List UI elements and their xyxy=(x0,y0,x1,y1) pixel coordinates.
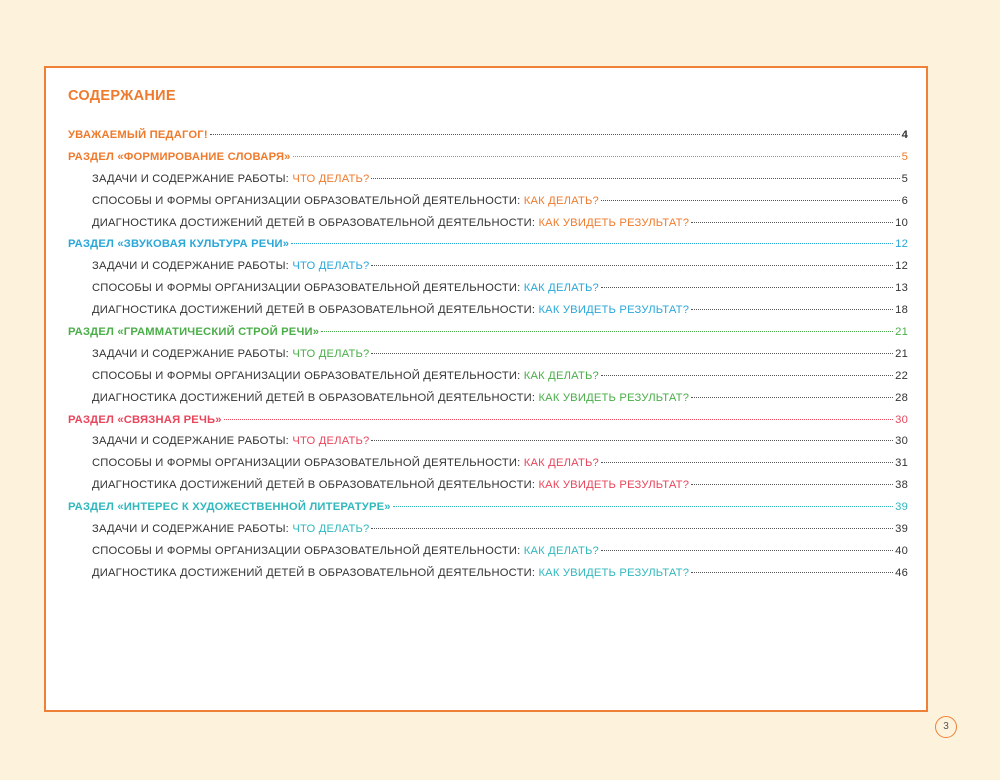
leader-dots xyxy=(691,483,893,485)
entry-text: СПОСОБЫ И ФОРМЫ ОРГАНИЗАЦИИ ОБРАЗОВАТЕЛЬНОЙ ДЕЯТЕЛЬНОСТИ: xyxy=(92,282,521,295)
toc-entry-label: УВАЖАЕМЫЙ ПЕДАГОГ! xyxy=(68,129,208,141)
entry-accent: КАК УВИДЕТЬ РЕЗУЛЬТАТ? xyxy=(538,216,690,229)
toc-page-number: 5 xyxy=(901,172,908,185)
leader-dots xyxy=(371,527,893,529)
leader-dots xyxy=(291,242,893,244)
leader-dots xyxy=(371,352,893,354)
toc-page-number: 21 xyxy=(895,326,908,339)
leader-dots xyxy=(601,374,893,376)
entry-text: ДИАГНОСТИКА ДОСТИЖЕНИЙ ДЕТЕЙ В ОБРАЗОВАТЕЛЬНОЙ ДЕЯТЕЛЬНОСТИ: xyxy=(92,216,536,229)
entry-accent: КАК ДЕЛАТЬ? xyxy=(523,544,599,557)
toc-page-number: 39 xyxy=(895,501,908,514)
leader-dots xyxy=(371,439,893,441)
toc-page-number: 30 xyxy=(895,435,908,448)
entry-text: СПОСОБЫ И ФОРМЫ ОРГАНИЗАЦИИ ОБРАЗОВАТЕЛЬНОЙ ДЕЯТЕЛЬНОСТИ: xyxy=(92,544,521,557)
entry-text: ЗАДАЧИ И СОДЕРЖАНИЕ РАБОТЫ: xyxy=(92,347,289,360)
entry-accent: ЧТО ДЕЛАТЬ? xyxy=(292,172,370,185)
entry-accent: КАК УВИДЕТЬ РЕЗУЛЬТАТ? xyxy=(538,304,690,317)
leader-dots xyxy=(691,221,893,223)
toc-section-heading[interactable] xyxy=(68,151,908,173)
toc-entry-label xyxy=(92,195,599,207)
toc-entry-label xyxy=(92,392,689,404)
toc-page-number: 38 xyxy=(895,479,908,492)
entry-text: ДИАГНОСТИКА ДОСТИЖЕНИЙ ДЕТЕЙ В ОБРАЗОВАТЕЛЬНОЙ ДЕЯТЕЛЬНОСТИ: xyxy=(92,304,536,317)
toc-page-number: 12 xyxy=(895,238,908,251)
toc-page-number: 10 xyxy=(895,216,908,229)
entry-accent: КАК ДЕЛАТЬ? xyxy=(523,282,599,295)
toc-page-number: 6 xyxy=(901,194,908,207)
section-title: РАЗДЕЛ «СВЯЗНАЯ РЕЧЬ» xyxy=(68,413,222,426)
toc-page-number: 46 xyxy=(895,566,908,579)
leader-dots xyxy=(691,571,893,573)
toc-entry-label xyxy=(92,304,689,316)
leader-dots xyxy=(601,199,900,201)
entry-text: ЗАДАЧИ И СОДЕРЖАНИЕ РАБОТЫ: xyxy=(92,523,289,536)
toc-entry-label xyxy=(92,173,369,185)
entry-text: ЗАДАЧИ И СОДЕРЖАНИЕ РАБОТЫ: xyxy=(92,172,289,185)
toc-section-heading[interactable] xyxy=(68,238,908,260)
toc-entry[interactable] xyxy=(68,348,908,370)
entry-text: СПОСОБЫ И ФОРМЫ ОРГАНИЗАЦИИ ОБРАЗОВАТЕЛЬНОЙ ДЕЯТЕЛЬНОСТИ: xyxy=(92,369,521,382)
toc-page-number: 12 xyxy=(895,260,908,273)
toc-entry-label xyxy=(92,545,599,557)
leader-dots xyxy=(601,461,893,463)
entry-text: ЗАДАЧИ И СОДЕРЖАНИЕ РАБОТЫ: xyxy=(92,435,289,448)
toc-entry[interactable] xyxy=(68,173,908,195)
toc-entry-label xyxy=(92,457,599,469)
leader-dots xyxy=(691,396,893,398)
entry-accent: КАК ДЕЛАТЬ? xyxy=(523,457,599,470)
leader-dots xyxy=(691,308,893,310)
toc-entry[interactable] xyxy=(68,304,908,326)
entry-accent: КАК УВИДЕТЬ РЕЗУЛЬТАТ? xyxy=(538,391,690,404)
toc-page-number: 13 xyxy=(895,282,908,295)
toc-entry[interactable] xyxy=(68,523,908,545)
entry-text: ДИАГНОСТИКА ДОСТИЖЕНИЙ ДЕТЕЙ В ОБРАЗОВАТЕЛЬНОЙ ДЕЯТЕЛЬНОСТИ: xyxy=(92,479,536,492)
page-title: СОДЕРЖАНИЕ xyxy=(68,88,176,104)
entry-accent: ЧТО ДЕЛАТЬ? xyxy=(292,523,370,536)
section-title: РАЗДЕЛ «ФОРМИРОВАНИЕ СЛОВАРЯ» xyxy=(68,150,291,163)
leader-dots xyxy=(601,286,893,288)
toc-entry[interactable] xyxy=(68,545,908,567)
toc-page-number: 31 xyxy=(895,457,908,470)
entry-text: ДИАГНОСТИКА ДОСТИЖЕНИЙ ДЕТЕЙ В ОБРАЗОВАТЕЛЬНОЙ ДЕЯТЕЛЬНОСТИ: xyxy=(92,566,536,579)
entry-accent: КАК ДЕЛАТЬ? xyxy=(523,194,599,207)
toc-entry-label xyxy=(92,523,369,535)
toc-entry[interactable] xyxy=(68,370,908,392)
toc-page-number: 18 xyxy=(895,304,908,317)
entry-accent: КАК УВИДЕТЬ РЕЗУЛЬТАТ? xyxy=(538,479,690,492)
section-title: РАЗДЕЛ «ИНТЕРЕС К ХУДОЖЕСТВЕННОЙ ЛИТЕРАТУРЕ» xyxy=(68,501,391,514)
leader-dots xyxy=(601,549,893,551)
toc-entry-label xyxy=(92,479,689,491)
toc-entry-label xyxy=(92,348,369,360)
toc-page-number: 39 xyxy=(895,523,908,536)
toc-entry-intro[interactable] xyxy=(68,129,908,151)
toc-page-number: 28 xyxy=(895,391,908,404)
toc-entry[interactable] xyxy=(68,195,908,217)
section-title: РАЗДЕЛ «ЗВУКОВАЯ КУЛЬТУРА РЕЧИ» xyxy=(68,238,290,251)
leader-dots xyxy=(393,505,893,507)
entry-text: СПОСОБЫ И ФОРМЫ ОРГАНИЗАЦИИ ОБРАЗОВАТЕЛЬНОЙ ДЕЯТЕЛЬНОСТИ: xyxy=(92,457,521,470)
section-title: РАЗДЕЛ «ГРАММАТИЧЕСКИЙ СТРОЙ РЕЧИ» xyxy=(68,326,320,339)
entry-accent: КАК УВИДЕТЬ РЕЗУЛЬТАТ? xyxy=(538,566,690,579)
toc-entry-label xyxy=(92,217,689,229)
toc-page-number: 40 xyxy=(895,544,908,557)
toc-section-heading[interactable] xyxy=(68,501,908,523)
toc-entry-label xyxy=(92,370,599,382)
toc-entry[interactable] xyxy=(68,479,908,501)
toc-page-number: 22 xyxy=(895,369,908,382)
entry-text: СПОСОБЫ И ФОРМЫ ОРГАНИЗАЦИИ ОБРАЗОВАТЕЛЬНОЙ ДЕЯТЕЛЬНОСТИ: xyxy=(92,194,521,207)
toc-entry[interactable] xyxy=(68,392,908,414)
toc-entry-label xyxy=(92,260,369,272)
toc-page-number: 5 xyxy=(901,150,908,163)
leader-dots xyxy=(224,418,893,420)
toc-entry[interactable] xyxy=(68,435,908,457)
toc-entry[interactable] xyxy=(68,567,908,589)
toc-entry[interactable] xyxy=(68,260,908,282)
page-number-badge: 3 xyxy=(935,716,957,738)
entry-accent: КАК ДЕЛАТЬ? xyxy=(523,369,599,382)
toc-entry[interactable] xyxy=(68,217,908,239)
table-of-contents xyxy=(68,129,908,589)
entry-accent: ЧТО ДЕЛАТЬ? xyxy=(292,435,370,448)
leader-dots xyxy=(371,264,893,266)
toc-entry-label xyxy=(92,567,689,579)
toc-entry[interactable] xyxy=(68,457,908,479)
leader-dots xyxy=(371,177,899,179)
entry-accent: ЧТО ДЕЛАТЬ? xyxy=(292,347,370,360)
entry-text: ЗАДАЧИ И СОДЕРЖАНИЕ РАБОТЫ: xyxy=(92,260,289,273)
leader-dots xyxy=(321,330,893,332)
toc-entry[interactable] xyxy=(68,282,908,304)
toc-entry-label xyxy=(92,435,369,447)
toc-entry-label xyxy=(92,282,599,294)
leader-dots xyxy=(293,155,900,157)
toc-page-number: 30 xyxy=(895,413,908,426)
toc-frame xyxy=(44,66,928,712)
toc-page-number: 21 xyxy=(895,347,908,360)
toc-page-number: 4 xyxy=(901,129,908,141)
toc-section-heading[interactable] xyxy=(68,414,908,436)
leader-dots xyxy=(210,133,900,135)
toc-section-heading[interactable] xyxy=(68,326,908,348)
entry-text: ДИАГНОСТИКА ДОСТИЖЕНИЙ ДЕТЕЙ В ОБРАЗОВАТЕЛЬНОЙ ДЕЯТЕЛЬНОСТИ: xyxy=(92,391,536,404)
entry-accent: ЧТО ДЕЛАТЬ? xyxy=(292,260,370,273)
